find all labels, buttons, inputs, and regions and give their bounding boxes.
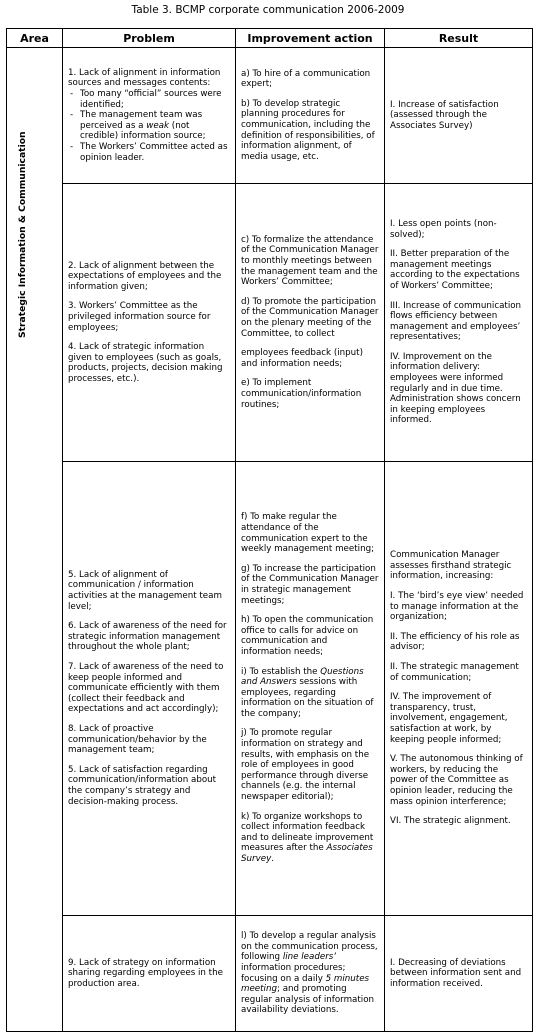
result-cell <box>385 462 533 916</box>
action-item: l) To develop a regular analysis on the communication process, following line leaders’ information procedures; focusing on a daily 5 minutes meeting; and promoting regular analysis of information availability deviations. <box>241 931 378 1016</box>
result-item: II. The efficiency of his role as advisor; <box>390 631 520 653</box>
action-item: e) To implement communication/information routines; <box>241 378 362 410</box>
action-item: employees feedback (input) and information needs; <box>241 348 363 369</box>
result-item: I. Less open points (non-solved); <box>390 218 497 240</box>
table-row <box>7 462 533 916</box>
header-area: Area <box>7 29 63 48</box>
header-result: Result <box>385 29 533 48</box>
action-item: d) To promote the participation of the Communication Manager on the plenary meeting of the Committee, to collect <box>241 296 379 339</box>
header-problem: Problem <box>63 29 236 48</box>
action-item: c) To formalize the attendance of the Communication Manager to monthly meetings between the management team and the Workers’ Committee; <box>241 234 379 288</box>
result-item: IV. Improvement on the information delivery: employees were informed regularly and in due time. Administration shows concern in keeping employees informed. <box>390 351 521 426</box>
problem-item: 4. Lack of strategic information given to employees (such as goals, products, projects, decision making processes, etc.). <box>68 342 223 384</box>
action-item: h) To open the communication office to calls for advice on communication and information needs; <box>241 615 374 657</box>
result-item: II. The strategic management of communication; <box>390 662 519 683</box>
action-item: b) To develop strategic planning procedures for communication, including the definition of responsibilities, of information alignment, of media usage, etc. <box>241 98 375 162</box>
action-cell <box>236 462 385 916</box>
communication-table <box>6 28 533 1032</box>
result-cell <box>385 184 533 462</box>
result-cell <box>385 48 533 184</box>
problem-item: 7. Lack of awareness of the need to keep people informed and communicate efficiently with them (collect their feedback and expectations and act accordingly); <box>68 662 224 715</box>
result-item: V. The autonomous thinking of workers, by reducing the power of the Committee as opinion leader, reducing the mass opinion interference; <box>390 754 523 807</box>
problem-cell <box>63 48 236 184</box>
action-cell <box>236 48 385 184</box>
table-row <box>7 916 533 1032</box>
header-improvement-action: Improvement action <box>236 29 385 48</box>
action-cell <box>236 184 385 462</box>
table-caption: Table 3. BCMP corporate communication 2006-2009 <box>131 4 405 16</box>
result-item: II. Better preparation of the management meetings according to the expectations of Workers’ Committee; <box>390 249 520 291</box>
table-row <box>7 184 533 462</box>
problem-cell <box>63 916 236 1032</box>
problem-cell <box>63 184 236 462</box>
problem-item: 2. Lack of alignment between the expectations of employees and the information given; <box>68 260 222 292</box>
problem-item: 5. Lack of satisfaction regarding communication/information about the company’s strategy and decision-making process. <box>68 764 217 807</box>
problem-list <box>68 89 230 163</box>
result-item: IV. The improvement of transparency, trust, involvement, engagement, satisfaction at work, by keeping people informed; <box>390 692 508 745</box>
problem-intro: 1. Lack of alignment in information sources and messages contents: <box>68 67 221 89</box>
table-row <box>7 48 533 184</box>
problem-cell <box>63 462 236 916</box>
action-item: a) To hire of a communication expert; <box>241 68 371 90</box>
action-cell <box>236 916 385 1032</box>
problem-item: 6. Lack of awareness of the need for strategic information management throughout the whole plant; <box>68 621 227 653</box>
action-item: i) To establish the Questions and Answers sessions with employees, regarding information on the situation of the company; <box>241 666 374 719</box>
list-item: - The management team was perceived as a weak (not credible) information source; <box>80 110 230 142</box>
result-item: VI. The strategic alignment. <box>390 816 511 827</box>
result-item: Communication Manager assesses firsthand strategic information, increasing: <box>390 550 512 582</box>
problem-item: 8. Lack of proactive communication/behavior by the management team; <box>68 723 207 756</box>
header-row <box>7 29 533 48</box>
area-cell <box>7 48 63 1032</box>
area-label: Strategic Information & Communication <box>17 131 28 338</box>
result-item: I. The ‘bird’s eye view’ needed to manage information at the organization; <box>390 591 524 623</box>
result-item: I. Increase of satisfaction (assessed through the Associates Survey) <box>390 99 499 131</box>
list-item: - The Workers’ Committee acted as opinion leader. <box>80 142 230 163</box>
action-item: g) To increase the participation of the Communication Manager in strategic management meetings; <box>241 563 379 606</box>
action-item: k) To organize workshops to collect information feedback and to delineate improvement measures after the Associates Survey. <box>241 811 374 865</box>
list-item: - Too many “official” sources were identified; <box>80 89 230 110</box>
action-item: f) To make regular the attendance of the communication expert to the weekly management meeting; <box>241 512 375 555</box>
result-cell <box>385 916 533 1032</box>
problem-item: 3. Workers’ Committee as the privileged information source for employees; <box>68 301 211 333</box>
result-item: I. Decreasing of deviations between information sent and information received. <box>390 957 522 989</box>
problem-item: 9. Lack of strategy on information sharing regarding employees in the production area. <box>68 957 223 989</box>
result-item: III. Increase of communication flows efficiency between management and employees’ representatives; <box>390 300 522 343</box>
problem-item: 5. Lack of alignment of communication / information activities at the management team level; <box>68 569 222 612</box>
action-item: j) To promote regular information on strategy and results, with emphasis on the role of employees in good performance through diverse channels (e.g. the internal newspaper editorial); <box>241 728 370 803</box>
